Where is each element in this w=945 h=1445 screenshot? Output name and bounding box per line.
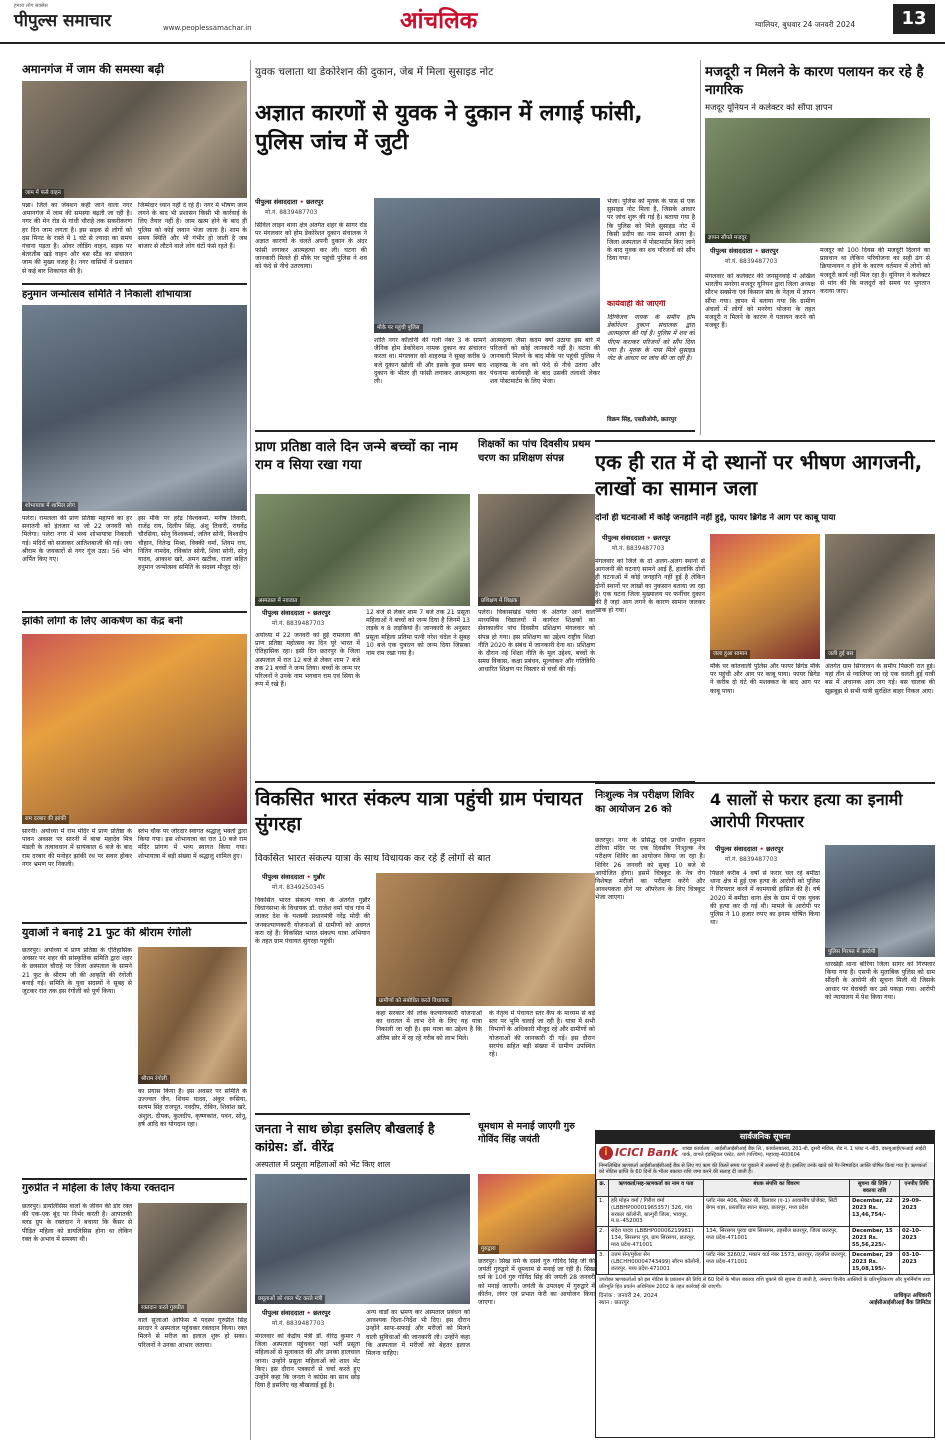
majdoori-subheadline: मजदूर यूनियन ने कलेक्टर को सौंपा ज्ञापन (705, 103, 833, 113)
majdoori-text-1: मंगलवार को कलेक्टर की जनसुनवाई में अखिल भारतीय मनरेगा मजदूर यूनियन द्वारा जिला अध्यक्ष सौरभ सक्सेना एवं किसान संघ के नेतृत्व में ज्ञापन सौंपा गया। ज्ञापन में बताया गया कि ग्रामीण अंचलों में लोगों को मनरेगा योजना के तहत मजदूरी न मिलने के कारण वे पलायन करने को मजबूर हैं। (705, 273, 815, 330)
amanganj-text-1: पन्ना। जिले का जंक्शन कहीं जाने वाला नगर अमानगंज में जाम की समस्या बढ़ती जा रही है। नगर की मेन रोड से गांधी चौराहे तक सकरीकरण हर दिन जाम लगता है। इस सड़क से लोगों को दस मिनट के रास्ते में 1 घंटे से ज्यादा का समय गंवाना पड़ता है। ओवर लोडिंग वाहन, सड़क पर बेतरतीब खड़े वाहन और बस स्टैंड का संचालन जाम की मुख्य वजह है। नगर वासियों ने प्रशासन से कई बार शिकायत की है। (22, 202, 132, 275)
masthead-tagline: हमारा लोग सक्सेस (14, 3, 48, 9)
amanganj-headline: अमानगंज में जाम की समस्या बढ़ी (22, 63, 164, 76)
ram-text-2: 12 बजे से लेकर शाम 7 बजे तक 21 प्रसूता महिलाओं ने बच्चों को जन्म दिया है जिनमें 13 लड़के व 8 लड़कियां हैं। जानकारी के अनुसार प्रसूता महिला प्रतिमा पत्नी नरेश चंदेल ने सुबह 10 बजे एक पुत्ररत्न को जन्म दिया जिसका नाम राम रखा गया है। (366, 609, 470, 657)
divider (255, 430, 695, 432)
col-header: क्र. (597, 1179, 609, 1196)
fansi-quote-by: विक्रम सिंह, एसडीओपी, छतरपुर (607, 417, 677, 423)
section-title: आंचलिक (400, 8, 478, 34)
col-header: ऋणकर्ता/सह-ऋणकर्ता का नाम व पता (609, 1179, 704, 1196)
congress-subheadline: अस्पताल में प्रसूता महिलाओं को भेंट किए शाल (255, 1160, 391, 1169)
fansi-headline: अज्ञात कारणों से युवक ने दुकान में लगाई फांसी, पुलिस जांच में जुटी (255, 101, 643, 155)
ram-text-1: अयोध्या में 22 जनवरी को हुई रामलला की प्राण प्रतिष्ठा महोत्सव का दिन पूरे भारत में ऐतिहासिक रहा। इसी दिन छतरपुर के जिला अस्पताल में रात 12 बजे से लेकर शाम 7 बजे तक 21 बच्चों ने जन्म लिया। बच्चों के जन्म पर परिजनों ने उनके नाम भगवान राम एवं सिया के रूप में रखे हैं। (255, 632, 360, 689)
divider (595, 440, 935, 442)
photo-accused: पुलिस गिरफ्त में आरोपी (825, 845, 935, 957)
shikshak-text: पलेरा। विकासखंड पलेरा के अंतर्गत आने वाले माध्यमिक विद्यालयों में कार्यरत शिक्षकों का सेवाकालीन पांच दिवसीय प्रशिक्षण मंगलवार को संपन्न हो गया। इस प्रशिक्षण का उद्देश्य राष्ट्रीय शिक्षा नीति 2020 के संबंध में जानकारी देना था। प्रशिक्षण के दौरान नई शिक्षा नीति के मूल उद्देश्य, बच्चों के समग्र विकास, कक्षा प्रबंधन, मूल्यांकन और गतिविधि आधारित शिक्षण पर विस्तार से चर्चा की गई। (478, 609, 595, 674)
page-number: 13 (893, 4, 935, 34)
ad-signatory-bank: आईसीआईसीआई बैंक लिमिटेड (868, 1300, 931, 1307)
ad-intro: निम्नलिखित ऋणकर्ता आईसीआईसीआई बैंक से लिए गए ऋण की किस्तें समय पर चुकाने में असमर्थ रहे हैं। इसलिए उनके खाते को गैर-निष्पादित आस्ति घोषित किया गया है। ऋणकर्ता को नोटिस प्राप्ति के 60 दिनों के भीतर बकाया राशि जमा करने की सलाह दी जाती है। (596, 1162, 934, 1177)
table-row: 1. हरि मोहन वर्मा / गिरीश वर्मा (LBBHP00001965357) 326, गांव सरकार कॉलोनी, बाल्गुरी जिला, भावपुर, म.प्र.-452003 प्लॉट नंबर 406, सेक्टर सी, डिलावर (ए-1) आवासीय प्रोजेक्ट, सिटी बेगम शहर, प्रस्तावित स्थान बरहा, छतरपुर, मध्य प्रदेश December, 22 2023 Rs. 13,46,754/- 29-09-2023 (597, 1196, 934, 1227)
icici-logo-icon: i (599, 1146, 613, 1160)
masthead (0, 0, 945, 44)
fansi-text-3: आत्महत्या जैसा कदम क्यों उठाया इस बारे में परिजनों को कोई जानकारी नहीं है। घटना की जानकारी मिलने के बाद मौके पर पहुंची पुलिस ने शाहरुख के शव को फंदे से नीचे उतारा और पंचनामा कार्यवाही के बाद उसकी तलाशी लेकर शव पोस्टमार्टम के लिए भेजा। (490, 337, 600, 385)
website-link[interactable]: www.peoplessamachar.in (163, 24, 252, 32)
fansi-text-4: भेजा। पुलिस को मृतक के पास से एक सुसाइड नोट मिला है, जिसके आधार पर जांच शुरू की गई है। बताया गया है कि पुलिस को मिले सुसाइड नोट में किसी प्रदीप का नाम सामने आया है। जिला अस्पताल में पोस्टमार्टम किए जाने के बाद युवक का शव परिजनों को सौंप दिया गया। (607, 198, 695, 263)
photo-jam: जाम में फंसे वाहन (22, 81, 247, 198)
ram-byline: पीपुल्स संवाददाता • छतरपुर (262, 609, 331, 617)
aag-text-3: अंतर्गत ग्राम सिंगरावन के समीप पिछली रात हुई। यहां तीन से ग्वालियर जा रहे एक चलती हुई यात्री बस में अचानक आग लग गई। बस चालक की सूझबूझ से सभी यात्री सुरक्षित बाहर निकल आए। (825, 663, 935, 695)
sankalp-text-1: विकसित भारत संकल्प यात्रा के अंतर्गत गुन्नौर विधानसभा के विधायक डॉ. राजेश वर्मा पांच गांव में जाकर देश के यशस्वी प्रधानमंत्री नरेंद्र मोदी की जनकल्याणकारी योजनाओं से ग्रामीणों को अवगत करा रहे हैं। विकसित भारत संकल्प यात्रा अभियान के तहत ग्राम पंचायत सुंगरहा पहुंची। (255, 897, 370, 945)
shikshak-headline: शिक्षकों का पांच दिवसीय प्रथम चरण का प्रशिक्षण संपन्न (478, 439, 591, 464)
raktdaan-headline: गुरुप्रीत ने महिला के लिए किया रक्तदान (22, 1183, 175, 1194)
hanuman-text-2: इस मौके पर हरेंद्र विश्वकर्मा, मनीष तिवारी, राजेंद्र राय, दिलीप सिंह, अंशु तिवारी, राघवेंद्र चौरसिया, सोनू विश्वकर्मा, जतिन सोनी, विश्वदीप चौहान, नितेन्द्र मिश्रा, विक्की वर्मा, शिवम राय, नितिन नामदेव, रविकांत सोनी, शिवा सोनी, सोनू यादव, आकाश खरे, अमन खटीक, राजा सहित हनुमान जन्मोत्सव समिति के सदस्य मौजूद रहे। (138, 515, 247, 572)
table-row: 2. संदेश यादव (LBBHP00006219981) 134, सिरसगर पुत्र, ग्राम सिरसगर, छतरपुर, मध्य प्रदेश-471001 134, सिरसगर पुरवा ग्राम सिरसगर, तहसील छतरपुर, जिला छतरपुर, मध्य प्रदेश-471001 December, 15 2023 Rs. 55,56,225/- 02-10-2023 (597, 1227, 934, 1251)
dateline: ग्वालियर, बुधवार 24 जनवरी 2024 (755, 20, 856, 29)
hanuman-headline: हनुमान जन्मोत्सव समिति ने निकाली शोभायात्रा (22, 289, 192, 300)
photo-gurudwara: गुरुद्वारा (478, 1174, 595, 1254)
sankalp-text-2: कहा सरकार की लोक कल्याणकारी योजनाओं का धरातल में लाभ देने के लिए यह यात्रा निकाली जा रही है। इस यात्रा का उद्देश्य है कि अंतिम छोर में रह रहे गरीब को लाभ मिले। (376, 1010, 482, 1042)
rangoli-text-2: का प्रयास किया है। इस अवसर पर समिति के उज्ज्वल जैन, शिवम यादव, अंकुर रूसिया, सत्यम सिंह राजपूत, नवदीप, रोबिन, शिवांश खरे, अंशुल, दीपक, कुलदीप, कृष्णकांत, पवन, सोनू, हर्ष आदि का योगदान रहा। (138, 1088, 247, 1128)
congress-headline: जनता ने साथ छोड़ा इसलिए बौखलाई है कांग्रेस: डॉ. वीरेंद्र (255, 1121, 435, 1154)
aag-headline: एक ही रात में दो स्थानों पर भीषण आगजनी, लाखों का सामान जला (595, 450, 923, 500)
sankalp-mobile: मो.नं. 8349250345 (272, 884, 325, 891)
fansi-quote: दिग्विजय नायक के समीप होम डेकोरेशन दुकान संचालक द्वारा आत्महत्या की गई है। पुलिस में शव को पीएम कराकर परिजनों को सौंप दिया गया है। मृतक के पास मिले सुसाइड नोट के आधार पर जांच की जा रही है। (607, 314, 695, 362)
divider (255, 1113, 470, 1115)
column-divider (700, 60, 701, 435)
icici-advertisement (595, 1130, 935, 1438)
photo-fire-1: जला हुआ सामान (710, 534, 820, 659)
sankalp-text-3: के नेतृत्व में पंचायत स्तर कैंप के माध्यम से बड़े स्तर पर भूमि चलाई जा रही है। यात्रा में सभी विभागों के अधिकारी मौजूद रहे और ग्रामीणों को योजनाओं की जानकारी दी गई। इस दौरान सरपंच सहित बड़ी संख्या में ग्रामीण उपस्थित रहे। (489, 1010, 595, 1058)
photo-hospital: अस्पताल में नवजात (255, 494, 470, 606)
photo-rangoli: श्रीराम रंगोली (138, 947, 247, 1084)
ad-banner: सार्वजनिक सूचना (596, 1131, 934, 1144)
column-divider (250, 60, 251, 1440)
col-header: एनपीए तिथि (900, 1179, 934, 1196)
ad-date: दिनांक : जनवरी 24, 2024 (599, 1292, 658, 1299)
raktdaan-text-2: वाले सुजाओ आफिस में पदस्थ गुरुप्रीत सिंह सरदार ने अस्पताल पहुंचकर रक्तदान किया। रक्त मिलने से मरीज का इलाज शुरू हो सका। परिजनों ने उनका आभार जताया। (138, 1317, 247, 1349)
ram-mobile: मो.नं. 8839487703 (272, 620, 325, 627)
fansi-subhead: कार्यवाही की जाएगी (607, 300, 666, 308)
fansi-kicker: युवक चलाता था डेकोरेशन की दुकान, जेब में मिला सुसाइड नोट (255, 66, 494, 78)
brand-logo: पीपुल्स समाचार (14, 11, 112, 31)
faraar-byline: पीपुल्स संवाददाता • छतरपुर (715, 845, 784, 853)
col-header: बंधक संपत्ति का विवरण (704, 1179, 850, 1196)
faraar-text-2: धारखेड़ी थाना बोरिया जिला सागर को गिरफ्तार किया गया है। एसपी के मुताबिक पुलिस को ग्राम सौंदनी के आरोपी की सूचना मिली थी जिसके आधार पर घेराबंदी कर उसे पकड़ा गया। आरोपी को न्यायालय में पेश किया गया। (825, 961, 935, 1001)
ad-footer: उपरोक्त ऋणकर्ताओं को इस नोटिस के प्रकाशन की तिथि से 60 दिनों के भीतर बकाया राशि चुकाने की सूचना दी जाती है, अन्यथा वित्तीय आस्तियों के प्रतिभूतिकरण और पुनर्निर्माण तथा प्रतिभूति हित प्रवर्तन अधिनियम 2002 के तहत कार्रवाई की जाएगी। (599, 1277, 931, 1290)
ram-headline: प्राण प्रतिष्ठा वाले दिन जन्मे बच्चों का नाम राम व सिया रखा गया (255, 439, 458, 474)
guru-text: छतरपुर। सिख धर्म के दसवें गुरु गोविंद सिंह जी की जयंती गुरुद्वारे में धूमधाम से मनाई जा रही है। सिख धर्म के 10वें गुरु गोविंद सिंह की जयंती 28 जनवरी को मनाई जाएगी। जयंती के उपलक्ष्य में गुरुद्वारे में कीर्तन, लंगर एवं प्रभात फेरी का आयोजन किया जाएगा। (478, 1258, 595, 1306)
fansi-mobile: मो.नं. 8839487703 (265, 209, 318, 216)
aag-subheadline: दोनों ही घटनाओं में कोई जनहानि नहीं हुई, फायर ब्रिगेड ने आग पर काबू पाया (595, 513, 836, 523)
photo-fire-2: जली हुई बस (825, 534, 935, 659)
npa-table (596, 1179, 934, 1276)
congress-mobile: मो.नं. 8839487703 (272, 1320, 325, 1327)
photo-blood: रक्तदान करते गुरुप्रीत (138, 1203, 247, 1313)
photo-jhanki: राम दरबार की झांकी (22, 634, 247, 824)
photo-shop: मौके पर पहुंची पुलिस (374, 198, 600, 333)
jhanki-text-2: स्तंभ चौक पर जोरदार स्वागत श्रद्धालु भक्तों द्वारा किया गया। इस शोभायात्रा का रात 10 बजे राम मंदिर प्रांगण में भव्य स्वागत किया गया। शोभायात्रा में बड़ी संख्या में श्रद्धालु शामिल हुए। (138, 828, 247, 860)
jhanki-text-1: सारनी। अयोध्या में राम मंदिर में प्राण प्रतिष्ठा के पावन अवसर पर सारनी में बाबा महादेव मित्र मंडली के तत्वावधान में सायंकाल 6 बजे के बाद राम दरबार की मनोहर झांकी रथ पर सवार होकर नगर भ्रमण पर निकली। (22, 828, 132, 868)
divider (22, 1178, 247, 1180)
faraar-headline: 4 सालों से फरार हत्या का इनामी आरोपी गिरफ्तार (710, 790, 903, 831)
congress-byline: पीपुल्स संवाददाता • छतरपुर (262, 1309, 331, 1317)
photo-memo: ज्ञापन सौंपते मजदूर (705, 118, 930, 243)
photo-shobhayatra: शोभायात्रा में शामिल लोग (22, 305, 247, 511)
majdoori-mobile: मो.नं. 8839487703 (725, 258, 778, 265)
aag-text-1: मंगलवार को जिले के दो अलग-अलग स्थानों से आगजनी की घटनाएं सामने आई हैं, हालांकि दोनों ही घटनाओं में कोई जनहानि नहीं हुई है लेकिन दोनों स्थानों पर लाखों का नुकसान बताया जा रहा है। एक घटना जिला मुख्यालय पर फर्नीचर दुकान की है जहां आग लगने के कारण सामान जलकर खाक हो गया। (595, 558, 705, 615)
amanganj-text-2: जिम्मेदार ध्यान नहीं दे रहे हैं। नगर में भीषण जाम लगने के बाद भी प्रशासन किसी भी कार्रवाई के लिए तैयार नहीं है। जाम खत्म होने के बाद ही पुलिस को कोई जवान भेजा जाता है। शाम के समय स्थिति और भी गंभीर हो जाती है जब बाजार से लौटने वाले लोग घंटों फंसे रहते हैं। (138, 202, 247, 250)
hanuman-text-1: पलेरा। रामलला की प्राण प्रतिष्ठा महापर्व का हर सनातनी को इंतजार था जो 22 जनवरी को मिलेगा। पलेरा नगर में भव्य शोभायात्रा निकाली गई। मंदिरों को सजाकर आतिशबाजी की गई। जय श्रीराम के जयकारों से नगर गूंज उठा। 56 भोग अर्पित किए गए। (22, 515, 132, 563)
table-row: 3. उत्तम सेन/मुकेश सेन (LBCHH00004743499) सौरभ कॉलोनी, छतरपुर, मध्य प्रदेश-471001 प्लॉट नंबर 3260/2, मकान वार्ड नंबर 1573, छतरपुर, तहसील छतरपुर, मध्य प्रदेश-471001 December, 29 2023 Rs. 15,08,195/- 03-10-2023 (597, 1251, 934, 1275)
photo-yatra: ग्रामीणों को संबोधित करते विधायक (376, 873, 595, 1006)
rangoli-text-1: छतरपुर। अयोध्या में प्राण प्रतिष्ठा के ऐतिहासिक अवसर पर शहर की सांस्कृतिक समिति द्वारा शहर के छत्रसाल चौराहे पर जिला अस्पताल के सामने 21 फुट के श्रीराम जी की आकृति की रंगोली बनाई गई। समिति के युवा सदस्यों ने सुबह से जुटकर रात तक इस रंगोली को पूर्ण किया। (22, 947, 132, 995)
faraar-mobile: मो.नं. 8839487703 (725, 856, 778, 863)
fansi-text-2: शांति नगर कॉलोनी की गली नंबर 3 के सामने जैनिक होम डेकोरेशन नामक दुकान का संचालन करता था। मंगलवार को शाहरुख ने सुबह करीब 9 बजे दुकान खोली थी और इसके कुछ समय बाद दुकान के भीतर ही फांसी लगाकर आत्महत्या कर ली। (374, 337, 486, 385)
aag-text-2: मौके पर कोतवाली पुलिस और फायर ब्रिगेड मौके पर पहुंची और आग पर काबू पाया। फायर ब्रिगेड ने करीब दो घंटे की मशक्कत के बाद आग पर काबू पाया। (710, 663, 820, 695)
photo-training: प्रशिक्षण में शिक्षक (478, 494, 595, 606)
fansi-text-1: सिविल लाइन थाना क्षेत्र अंतर्गत शहर के सागर रोड पर मंगलवार को होम डेकोरेशन दुकान संचालक ने अज्ञात कारणों के चलते अपनी दुकान के अंदर फांसी लगाकर आत्महत्या कर ली। घटना की जानकारी मिलते ही मौके पर पहुंची पुलिस ने शव को फंदे से नीचे उतरवाया। (255, 222, 367, 270)
sankalp-byline: पीपुल्स संवाददाता • गुन्नौर (262, 873, 325, 881)
guru-headline: धूमधाम से मनाई जाएगी गुरु गोविंद सिंह जयंती (478, 1121, 575, 1146)
rangoli-headline: युवाओं ने बनाई 21 फुट की श्रीराम रंगोली (22, 927, 192, 939)
sankalp-headline: विकसित भारत संकल्प यात्रा पहुंची ग्राम पंचायत सुंगरहा (255, 788, 583, 835)
icici-logo: i ICICI Bank (599, 1146, 678, 1161)
ad-signatory: प्राधिकृत अधिकारी (894, 1292, 931, 1299)
aag-byline: पीपुल्स संवाददाता • छतरपुर (602, 534, 671, 542)
raktdaan-text-1: छतरपुर। डायलिसिस वालों के जीवन की डोर रक्त की एक-एक बूंद पर निर्भर करती है। आपातकी ब्लड ग्रुप के रक्तदान ने बचाया कि कैंसर से पीड़ित महिला को डायलिसिस होना था लेकिन रक्त के अभाव में समस्या थी। (22, 1203, 132, 1243)
congress-text-2: अन्य वार्डों का भ्रमण कर अस्पताल प्रबंधन को आवश्यक दिशा-निर्देश भी दिए। इस दौरान उन्होंने साफ-सफाई और मरीजों को मिलने वाली सुविधाओं की जानकारी ली। उन्होंने कहा कि अस्पताल में मरीजों को बेहतर इलाज मिलना चाहिए। (366, 1309, 470, 1357)
netra-text: छतरपुर। नगर के प्रसिद्ध एवं प्राचीन हनुमान टोरिया मंदिर पर एक दिवसीय निःशुल्क नेत्र परीक्षण शिविर का आयोजन किया जा रहा है। शिविर 26 जनवरी को सुबह 10 बजे से आयोजित होगा। इसमें चित्रकूट के नेत्र रोग विशेषज्ञ मरीजों का परीक्षण करेंगे और आवश्यकता होने पर ऑपरेशन के लिए चित्रकूट भेजा जाएगा। (595, 837, 705, 902)
divider (22, 611, 247, 613)
aag-mobile: मो.नं. 8839487703 (612, 545, 665, 552)
majdoori-text-2: मजदूर को 100 दिवस की मजदूरी दिलाने का प्रावधान था लेकिन परियोजना का सही ढंग से क्रियान्वयन न होने के कारण वर्तमान में लोगों को मजदूरी कार्य नहीं मिल रहा है। यूनियन ने कलेक्टर से मांग की कि मजदूरों को समय पर भुगतान कराया जाए। (820, 247, 930, 295)
jhanki-headline: झांकी लोगों के लिए आकर्षण का केंद्र बनी (22, 616, 183, 627)
fansi-byline: पीपुल्स संवाददाता • छतरपुर (255, 198, 324, 206)
majdoori-byline: पीपुल्स संवाददाता • छतरपुर (710, 247, 779, 255)
col-header: सूचना की तिथि / बकाया राशि (850, 1179, 900, 1196)
divider (22, 283, 247, 285)
faraar-text-1: पिछले करीब 4 वर्षों से फरार चल रहे बमीठा थाना क्षेत्र में हुई एक हत्या के आरोपी को पुलिस ने गिरफ्तार करने में कामयाबी हासिल की है। वर्ष 2020 में बमीठा थाना क्षेत्र के ग्राम में एक युवक की हत्या कर दी गई थी। मामले के आरोपी पर पुलिस ने 10 हजार रुपए का इनाम घोषित किया था। (710, 870, 820, 927)
divider (22, 922, 247, 924)
divider (595, 782, 935, 784)
photo-minister: प्रसूताओं को शाल भेंट करते मंत्री (255, 1174, 470, 1304)
netra-headline: निःशुल्क नेत्र परीक्षण शिविर का आयोजन 26 को (595, 790, 695, 815)
sankalp-subheadline: विकसित भारत संकल्प यात्रा के साथ विधायक कर रहे हैं लोगों से बात (255, 853, 491, 864)
congress-text-1: मंगलवार को केंद्रीय मंत्री डॉ. वीरेंद्र कुमार ने जिला अस्पताल पहुंचकर यहां भर्ती प्रसूता महिलाओं से मुलाकात की और उनका हालचाल जाना। उन्होंने प्रसूता महिलाओं को शाल भेंट किए। इस दौरान पत्रकारों से चर्चा करते हुए उन्होंने कहा कि जनता ने कांग्रेस का साथ छोड़ दिया है इसलिए वह बौखलाई हुई है। (255, 1333, 360, 1390)
ad-place: स्थान : छतरपुर (599, 1300, 629, 1307)
majdoori-headline: मजदूरी न मिलने के कारण पलायन कर रहे है नागरिक (705, 64, 924, 99)
bank-address: शाखा कार्यालय : आईसीआईसीआई बैंक लि., कार्यालयालय, 201-बी, दूसरी मंजिल, रोड नं. 1 प्लाट नं.-बी3, डब्ल्यूआईएफआई आईटी पार्क, वागले इंडस्ट्रियल एस्टेट, ठाणे (पश्चिम), महाराष्ट्र-400604 (682, 1145, 927, 1158)
